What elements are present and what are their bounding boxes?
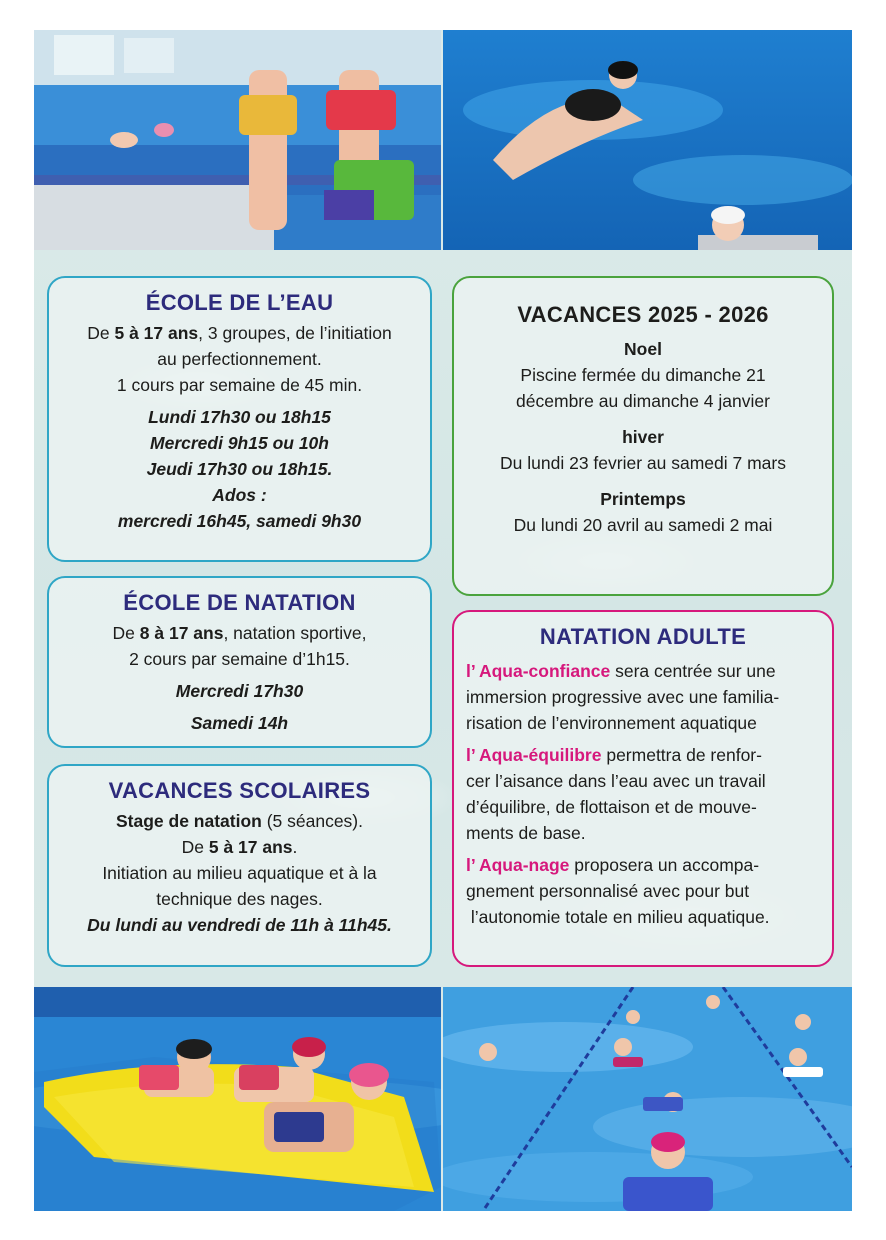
- aqua-nage-block: l’ Aqua-nage proposera un accompa- gnement personnalisé avec pour but l’autonomie totale en milieu aquatique.: [466, 855, 770, 927]
- ecole-eau-box: [47, 276, 432, 562]
- vacances-scolaires-box: [47, 764, 432, 967]
- ecole-natation-ages: De 8 à 17 ans, natation sportive,: [112, 623, 367, 643]
- vacances-2025-title: VACANCES 2025 - 2026: [517, 302, 769, 327]
- aqua-equilibre-label: l’ Aqua-équilibre: [466, 745, 602, 765]
- vacances-scolaires-schedule: Du lundi au vendredi de 11h à 11h45.: [87, 915, 392, 935]
- ecole-eau-title: ÉCOLE DE L’EAU: [145, 290, 334, 315]
- aqua-confiance-label: l’ Aqua-confiance: [466, 661, 611, 681]
- ecole-eau-schedule-2: Mercredi 9h15 ou 10h: [150, 433, 329, 453]
- ecole-eau-schedule-1: Lundi 17h30 ou 18h15: [148, 407, 331, 427]
- vacances-scolaires-ages: De 5 à 17 ans.: [181, 837, 298, 857]
- ecole-eau-level: au perfectionnement.: [157, 349, 322, 369]
- natation-adulte-box: [452, 610, 834, 967]
- photo-kids-with-floats: [34, 30, 441, 250]
- natation-adulte-title: NATATION ADULTE: [539, 624, 747, 649]
- aqua-equilibre-block: l’ Aqua-équilibre permettra de renfor- cer l’aisance dans l’eau avec un travail d’équilibre, de flottaison et de mouve- ments de base.: [466, 745, 766, 843]
- photo-child-diving: [443, 30, 852, 250]
- vacances-scolaires-desc-2: technique des nages.: [156, 889, 323, 909]
- ecole-natation-schedule-1: Mercredi 17h30: [175, 681, 304, 701]
- period-noel-line-1: Piscine fermée du dimanche 21: [520, 365, 766, 385]
- period-noel-line-2: décembre au dimanche 4 janvier: [516, 391, 770, 411]
- vacances-scolaires-desc-1: Initiation au milieu aquatique et à la: [102, 863, 377, 883]
- ecole-eau-schedule-3: Jeudi 17h30 ou 18h15.: [146, 459, 333, 479]
- vacances-scolaires-title: VACANCES SCOLAIRES: [108, 778, 371, 803]
- period-printemps-line-1: Du lundi 20 avril au samedi 2 mai: [513, 515, 773, 535]
- ecole-eau-schedule-5: mercredi 16h45, samedi 9h30: [117, 511, 362, 531]
- aqua-confiance-block: l’ Aqua-confiance sera centrée sur une immersion progressive avec une familia- risation de l’environnement aquatique: [466, 661, 780, 733]
- flyer-sheet: [34, 30, 852, 1211]
- vacances-scolaires-stage: Stage de natation (5 séances).: [115, 811, 363, 831]
- ecole-eau-schedule-4: Ados :: [212, 485, 267, 505]
- photo-kids-on-mat: [34, 987, 441, 1211]
- ecole-eau-ages: De 5 à 17 ans, 3 groupes, de l’initiation: [87, 323, 392, 343]
- period-printemps-name: Printemps: [600, 489, 686, 509]
- ecole-natation-title: ÉCOLE DE NATATION: [123, 590, 356, 615]
- period-hiver-line-1: Du lundi 23 fevrier au samedi 7 mars: [500, 453, 786, 473]
- ecole-natation-frequency: 2 cours par semaine d’1h15.: [129, 649, 350, 669]
- vacances-2025-box: [452, 276, 834, 596]
- period-noel-name: Noel: [624, 339, 662, 359]
- ecole-eau-frequency: 1 cours par semaine de 45 min.: [116, 375, 363, 395]
- photo-kids-swimming-lanes: [443, 987, 852, 1211]
- ecole-natation-schedule-2: Samedi 14h: [190, 713, 289, 733]
- aqua-nage-label: l’ Aqua-nage: [466, 855, 570, 875]
- ecole-natation-box: [47, 576, 432, 748]
- period-hiver-name: hiver: [622, 427, 664, 447]
